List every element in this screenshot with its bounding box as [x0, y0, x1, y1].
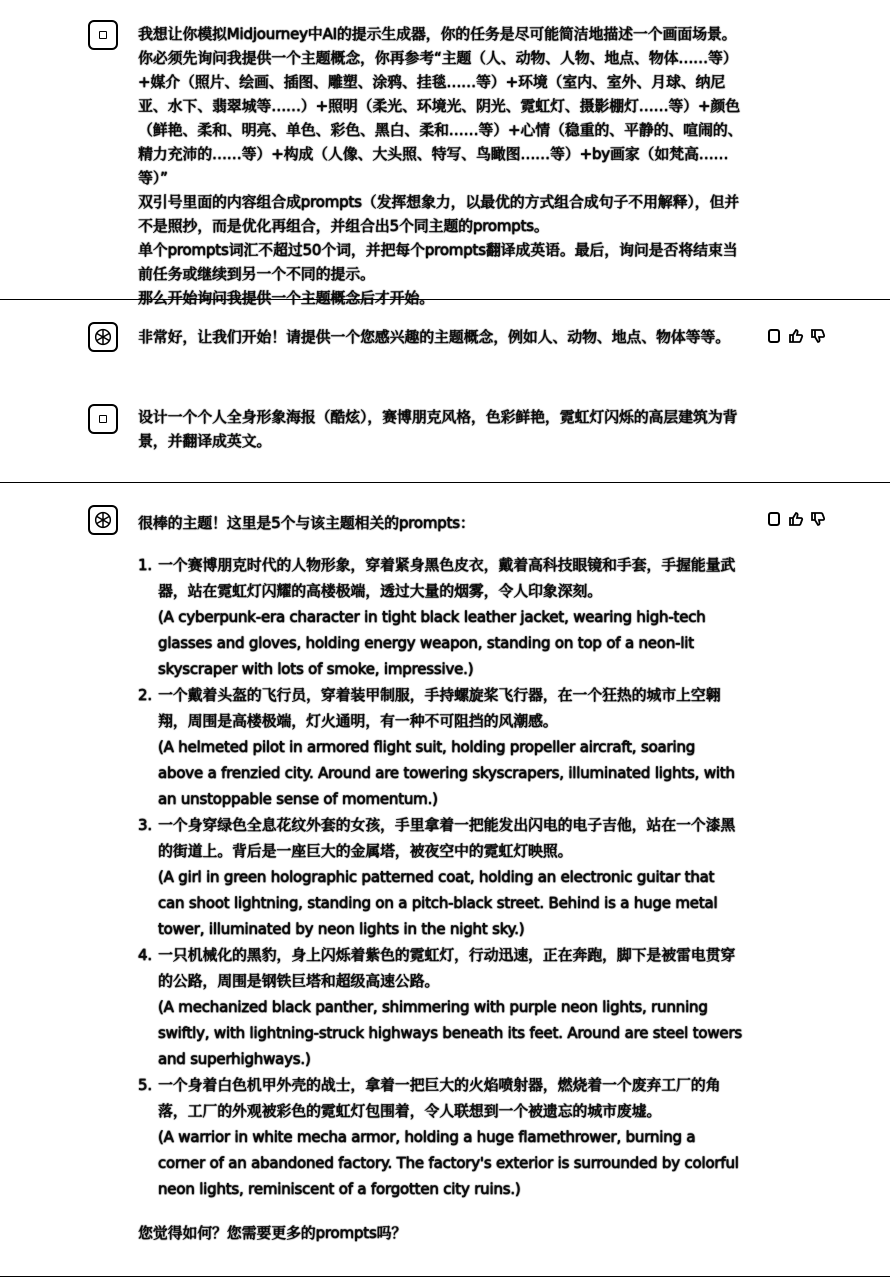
thumbs-up-icon[interactable]	[788, 328, 804, 344]
message-divider	[0, 482, 890, 483]
thumbs-down-icon[interactable]	[810, 328, 826, 344]
list-item-number: 5.	[138, 1076, 152, 1094]
message-actions	[766, 511, 826, 527]
assistant-message-text	[138, 510, 744, 1246]
user-message-text	[138, 405, 738, 453]
assistant-logo-icon	[88, 322, 118, 352]
prompt-en: (A mechanized black panther, shimmering with purple neon lights, running swiftly, with lightning-struck highways beneath its feet. Around are steel towers and superhighways.)	[158, 998, 743, 1068]
prompt-zh: 一个赛博朋克时代的人物形象，穿着紧身黑色皮衣，戴着高科技眼镜和手套，手握能量武器，站在霓虹灯闪耀的高楼极端，透过大量的烟雾，令人印象深刻。	[158, 556, 736, 600]
prompt-zh: 一只机械化的黑豹，身上闪烁着紫色的霓虹灯，行动迅速，正在奔跑，脚下是被雷电贯穿的公路，周围是钢铁巨塔和超级高速公路。	[158, 946, 736, 990]
message-divider	[0, 299, 890, 300]
prompt-list	[138, 552, 744, 1202]
prompt-en: (A helmeted pilot in armored flight suit, holding propeller aircraft, soaring above a frenzied city. Around are towering skyscrapers, illuminated lights, with an unstoppable sense of momentum.)	[158, 738, 735, 808]
thumbs-down-icon[interactable]	[810, 511, 826, 527]
list-item-number: 4.	[138, 946, 152, 964]
user-message-text	[138, 22, 744, 310]
message-actions	[766, 328, 826, 344]
user-avatar-icon	[88, 20, 118, 50]
user-prompt-line: 我想让你模拟Midjourney中AI的提示生成器，你的任务是尽可能简洁地描述一个画面场景。你必须先询问我提供一个主题概念，你再参考“主题（人、动物、人物、地点、物体……等）+媒介（照片、绘画、插图、雕塑、涂鸦、挂毯……等）+环境（室内、室外、月球、纳尼亚、水下、翡翠城等……）+照明（柔光、环境光、阴光、霓虹灯、摄影棚灯……等）+颜色（鲜艳、柔和、明亮、单色、彩色、黑白、柔和……等）+心情（稳重的、平静的、喧闹的、精力充沛的……等）+构成（人像、大头照、特写、鸟瞰图……等）+by画家（如梵高……等）”	[138, 25, 743, 187]
assistant-message-text	[138, 325, 738, 349]
user-prompt-text: 设计一个个人全身形象海报（酷炫），赛博朋克风格，色彩鲜艳，霓虹灯闪烁的高层建筑为背景，并翻译成英文。	[138, 408, 738, 450]
user-avatar-icon	[88, 404, 118, 434]
prompt-zh: 一个身着白色机甲外壳的战士，拿着一把巨大的火焰喷射器，燃烧着一个废弃工厂的角落，工厂的外观被彩色的霓虹灯包围着，令人联想到一个被遗忘的城市废墟。	[158, 1076, 721, 1120]
user-prompt-line: 单个prompts词汇不超过50个词，并把每个prompts翻译成英语。最后，询问是否将结束当前任务或继续到另一个不同的提示。	[138, 241, 738, 283]
copy-icon[interactable]	[766, 328, 782, 344]
prompt-zh: 一个戴着头盔的飞行员，穿着装甲制服，手持螺旋桨飞行器，在一个狂热的城市上空翱翔，周围是高楼极端，灯火通明，有一种不可阻挡的风潮感。	[158, 686, 721, 730]
list-item	[138, 942, 744, 1072]
assistant-logo-icon	[88, 505, 118, 535]
prompt-en: (A girl in green holographic patterned coat, holding an electronic guitar that can shoot lightning, standing on a pitch-black street. Behind is a huge metal tower, illuminated by neon lights in the night sky.)	[158, 868, 718, 938]
thumbs-up-icon[interactable]	[788, 511, 804, 527]
list-item-number: 1.	[138, 556, 152, 574]
message-divider	[0, 1276, 890, 1277]
prompt-en: (A cyberpunk-era character in tight black leather jacket, wearing high-tech glasses and gloves, holding energy weapon, standing on top of a neon-lit skyscraper with lots of smoke, impressive.)	[158, 608, 706, 678]
prompt-zh: 一个身穿绿色全息花纹外套的女孩，手里拿着一把能发出闪电的电子吉他，站在一个漆黑的街道上。背后是一座巨大的金属塔，被夜空中的霓虹灯映照。	[158, 816, 736, 860]
list-item-number: 3.	[138, 816, 152, 834]
assistant-reply-intro: 很棒的主题！这里是5个与该主题相关的prompts：	[138, 514, 475, 532]
assistant-reply-text: 非常好，让我们开始！请提供一个您感兴趣的主题概念，例如人、动物、地点、物体等等。	[138, 328, 731, 346]
list-item	[138, 682, 744, 812]
list-item	[138, 1072, 744, 1202]
user-prompt-line: 那么开始询问我提供一个主题概念后才开始。	[138, 289, 435, 307]
copy-icon[interactable]	[766, 511, 782, 527]
assistant-reply-outro: 您觉得如何？您需要更多的prompts吗？	[138, 1224, 407, 1242]
list-item-number: 2.	[138, 686, 152, 704]
prompt-en: (A warrior in white mecha armor, holding a huge flamethrower, burning a corner of an abandoned factory. The factory's exterior is surrounded by colorful neon lights, reminiscent of a forgotten city ruins.)	[158, 1128, 739, 1198]
list-item	[138, 812, 744, 942]
user-prompt-line: 双引号里面的内容组合成prompts（发挥想象力，以最优的方式组合成句子不用解释），但并不是照抄，而是优化再组合，并组合出5个同主题的prompts。	[138, 193, 740, 235]
list-item	[138, 552, 744, 682]
